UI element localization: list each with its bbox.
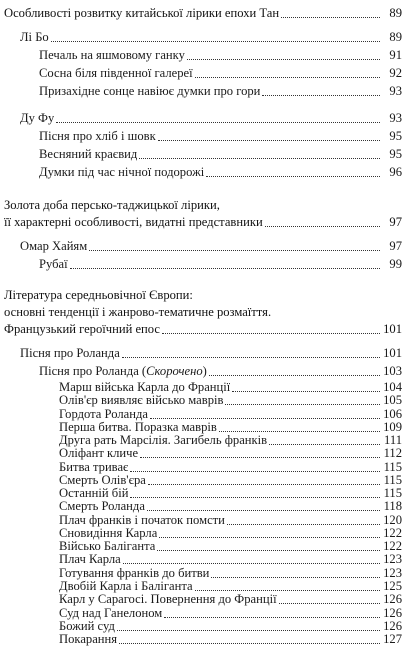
toc-entry-page: 103	[383, 364, 402, 378]
toc-entry-title: Битва триває	[59, 459, 129, 474]
toc-entry-page: 92	[389, 66, 402, 80]
toc-entry-page: 115	[383, 486, 402, 501]
toc-entry-page: 99	[389, 257, 402, 271]
toc-leader	[279, 603, 380, 604]
toc-entry-title: Призахідне сонце навіює думки про гори	[39, 84, 261, 98]
toc-entry-title-line: основні тенденції і жанрово-тематичне розмаїття.	[4, 305, 272, 319]
toc-entry	[39, 145, 402, 163]
toc-entry-page: 126	[383, 618, 402, 633]
toc-leader	[227, 524, 380, 525]
toc-entry-page: 101	[383, 322, 402, 336]
toc-entry-page: 105	[383, 393, 402, 408]
toc-entry	[39, 127, 402, 145]
toc-leader	[158, 140, 380, 141]
toc-entry-page: 118	[383, 499, 402, 514]
toc-leader	[269, 444, 380, 445]
toc-entry-title: Думки під час нічної подорожі	[39, 165, 205, 179]
toc-leader	[195, 590, 380, 591]
toc-entry-title: Смерть Роланда	[59, 499, 145, 514]
toc-entry-title: Божий суд	[59, 618, 115, 633]
toc-leader	[219, 431, 380, 432]
toc-title-part: )	[202, 364, 207, 378]
toc-entry-page: 122	[383, 525, 402, 540]
toc-entry-page: 127	[383, 632, 402, 646]
toc-entry-title: Печаль на яшмовому ганку	[39, 48, 185, 62]
toc-leader	[70, 268, 380, 269]
toc-leader	[119, 643, 380, 644]
toc-entry-title: Суд над Ганелоном	[59, 605, 163, 620]
toc-entry-title: Сосна біля південної галереї	[39, 66, 193, 80]
toc-entry	[4, 213, 402, 231]
toc-entry-page: 97	[389, 215, 402, 229]
toc-leader	[195, 77, 380, 78]
toc-leader	[122, 357, 380, 358]
toc-leader	[162, 333, 380, 334]
toc-entry	[20, 109, 402, 127]
toc-leader	[157, 550, 380, 551]
toc-entry-title-line: Золота доба персько-таджицької лірики,	[4, 198, 220, 212]
toc-entry-page: 120	[383, 512, 402, 527]
toc-leader	[51, 41, 380, 42]
toc-entry	[4, 320, 402, 338]
toc-entry-page: 106	[383, 406, 402, 421]
toc-entry-page: 111	[384, 433, 402, 448]
toc-leader	[147, 510, 380, 511]
toc-leader	[262, 95, 380, 96]
toc-entry-page: 122	[383, 539, 402, 554]
toc-entry	[39, 82, 402, 100]
toc-leader	[159, 537, 380, 538]
toc-leader	[139, 158, 380, 159]
toc-leader	[265, 226, 380, 227]
toc-entry-title: Останній бій	[59, 486, 129, 501]
toc-leader	[117, 630, 380, 631]
toc-entry-title: Карл у Сарагосі. Повернення до Франції	[59, 592, 277, 607]
toc-title-italic-part: Скорочено	[146, 364, 203, 378]
toc-entry-title: Військо Балiганта	[59, 539, 156, 554]
toc-entry-page: 125	[383, 578, 402, 593]
toc-entry-title: Марш війська Карла до Франції	[59, 380, 231, 394]
toc-entry-title: Перша битва. Поразка маврів	[59, 419, 217, 434]
toc-entry-page: 109	[383, 419, 402, 434]
toc-leader	[148, 484, 380, 485]
toc-entry	[4, 4, 402, 22]
toc-entry-page: 126	[383, 592, 402, 607]
toc-entry-page: 93	[389, 111, 402, 125]
toc-entry	[20, 237, 402, 255]
toc-leader	[130, 471, 380, 472]
toc-entry-title: її характерні особливості, видатні представники	[4, 215, 263, 229]
toc-leader	[140, 457, 380, 458]
toc-entry-page: 115	[383, 459, 402, 474]
toc-entry-page: 115	[383, 472, 402, 487]
toc-entry-title: Французький героїчний епос	[4, 322, 160, 336]
toc-entry-title: Оліфант кличе	[59, 446, 139, 461]
toc-entry-page: 95	[389, 147, 402, 161]
toc-leader	[281, 17, 380, 18]
toc-entry-page: 123	[383, 552, 402, 567]
toc-entry	[59, 632, 402, 647]
toc-entry-title	[39, 362, 207, 380]
toc-entry-title: Рубаї	[39, 257, 68, 271]
toc-leader	[211, 577, 380, 578]
toc-entry-title: Гордота Роланда	[59, 406, 148, 421]
toc-entry-page: 97	[389, 239, 402, 253]
toc-entry-title: Смерть Олів'єра	[59, 472, 146, 487]
toc-title-part: Пісня про Роланда (	[39, 364, 147, 378]
toc-entry-title: Покарання	[59, 632, 118, 646]
toc-leader	[209, 375, 380, 376]
toc-entry-title: Плач франків і початок помсти	[59, 512, 225, 527]
toc-leader	[89, 250, 380, 251]
toc-entry-page: 95	[389, 129, 402, 143]
toc-entry-page: 104	[383, 380, 402, 394]
toc-leader	[56, 122, 380, 123]
toc-leader	[150, 418, 380, 419]
toc-entry-page: 93	[389, 84, 402, 98]
toc-entry-title: Сновидіння Карла	[59, 525, 158, 540]
toc-leader	[164, 617, 380, 618]
toc-entry	[39, 163, 402, 181]
toc-entry-title: Особливості розвитку китайської лірики епохи Тан	[4, 6, 280, 20]
toc-entry	[20, 28, 402, 46]
toc-leader	[206, 176, 380, 177]
toc-entry-title: Весняний краєвид	[39, 147, 138, 161]
toc-entry-title: Пісня про Роланда	[20, 346, 120, 360]
toc-entry-page: 126	[383, 605, 402, 620]
toc-leader	[187, 59, 380, 60]
toc-entry-title: Лі Бо	[20, 30, 49, 44]
toc-entry	[39, 64, 402, 82]
toc-entry-page: 96	[389, 165, 402, 179]
toc-entry	[39, 46, 402, 64]
toc-entry-page: 101	[383, 346, 402, 360]
toc-entry-page: 91	[389, 48, 402, 62]
toc-entry-title: Готування франків до битви	[59, 565, 210, 580]
toc-entry-page: 89	[389, 6, 402, 20]
toc-entry-title: Ду Фу	[20, 111, 55, 125]
toc-entry-title: Плач Карла	[59, 552, 121, 567]
toc-entry-title: Двобій Карла і Балiганта	[59, 578, 193, 593]
toc-entry	[39, 362, 402, 380]
toc-entry-page: 123	[383, 565, 402, 580]
toc-leader	[232, 391, 380, 392]
toc-entry-title: Пісня про хліб і шовк	[39, 129, 156, 143]
toc-entry	[20, 344, 402, 362]
toc-entry-title-line: Література середньовічної Європи:	[4, 288, 193, 302]
toc-leader	[130, 497, 380, 498]
toc-entry-page: 112	[383, 446, 402, 461]
toc-entry-page: 89	[389, 30, 402, 44]
toc-leader	[225, 404, 380, 405]
toc-leader	[123, 563, 380, 564]
toc-entry	[39, 255, 402, 273]
toc-entry-title: Друга рать Марсілія. Загибель франків	[59, 433, 268, 448]
toc-entry-title: Олів'єр виявляє військо маврів	[59, 393, 224, 408]
toc-entry-title: Омар Хайям	[20, 239, 88, 253]
